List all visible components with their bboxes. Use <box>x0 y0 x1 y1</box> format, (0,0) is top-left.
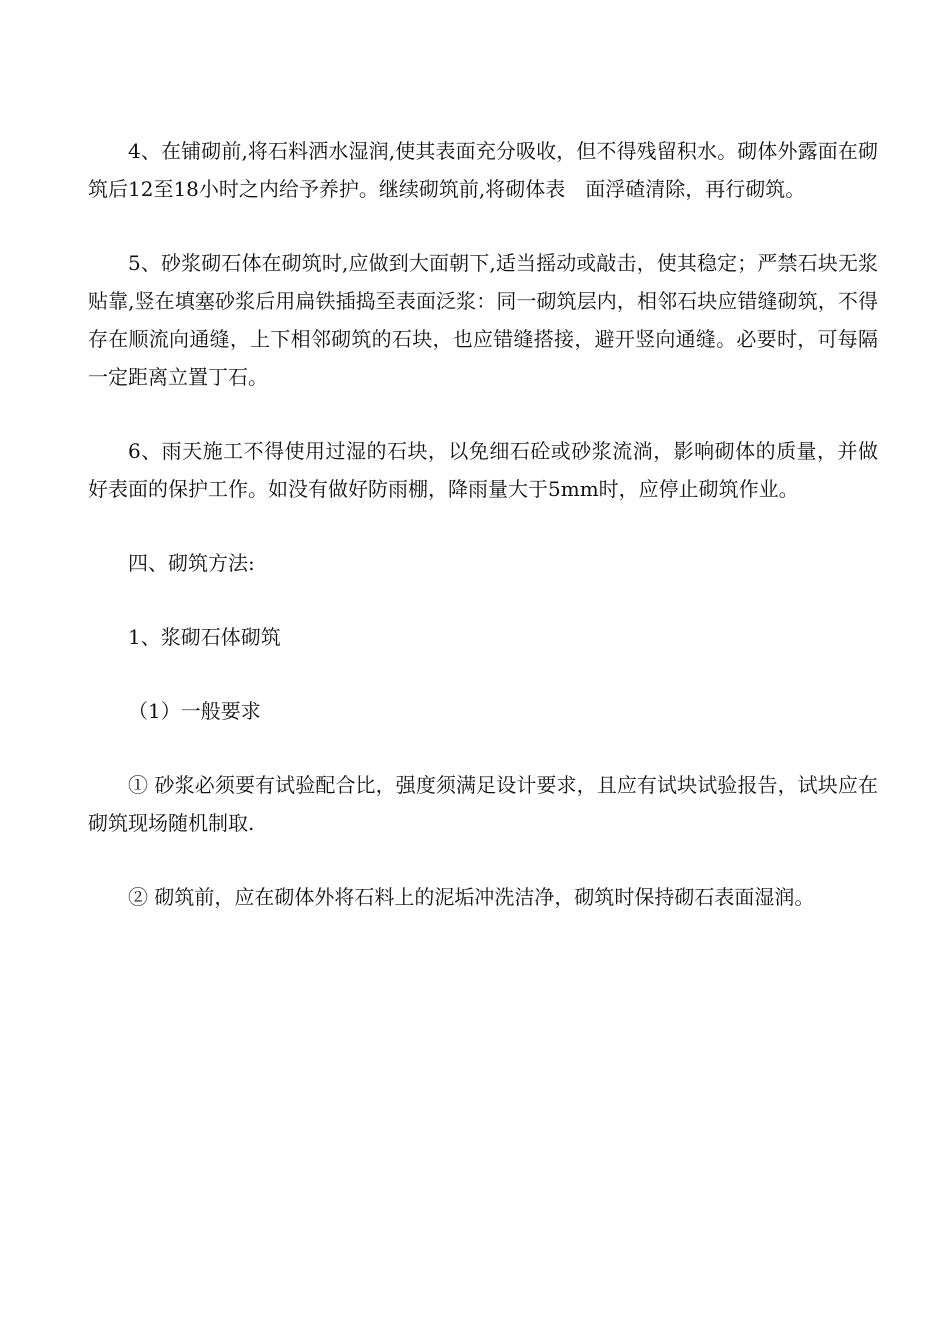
requirement-item-1: ① 砂浆必须要有试验配合比，强度须满足设计要求，且应有试块试验报告，试块应在砌筑现场随机制取. <box>88 773 878 835</box>
paragraph-item-6: 6、雨天施工不得使用过湿的石块，以免细石砼或砂浆流淌，影响砌体的质量，并做好表面的保护工作。如没有做好防雨棚，降雨量大于5mm时，应停止砌筑作业。 <box>88 439 878 501</box>
document-body <box>88 132 878 952</box>
paragraph-item-5: 5、砂浆砌石体在砌筑时,应做到大面朝下,适当摇动或敲击，使其稳定；严禁石块无浆贴靠,竖在填塞砂浆后用扁铁插捣至表面泛浆：同一砌筑层内，相邻石块应错缝砌筑，不得存在顺流向通缝，上下相邻砌筑的石块，也应错缝搭接，避开竖向通缝。必要时，可每隔一定距离立置丁石。 <box>88 251 878 389</box>
subsection-heading-general-requirements: （1）一般要求 <box>128 699 261 723</box>
paragraph-item-4: 4、在铺砌前,将石料洒水湿润,使其表面充分吸收，但不得残留积水。砌体外露面在砌筑后12至18小时之内给予养护。继续砌筑前,将砌体表 面浮碴清除，再行砌筑。 <box>88 139 878 201</box>
requirement-item-2: ② 砌筑前，应在砌体外将石料上的泥垢冲洗洁净，砌筑时保持砌石表面湿润。 <box>128 885 815 909</box>
subsection-heading-mortar-masonry: 1、浆砌石体砌筑 <box>128 625 281 649</box>
section-heading-masonry-method: 四、砌筑方法: <box>128 551 255 575</box>
